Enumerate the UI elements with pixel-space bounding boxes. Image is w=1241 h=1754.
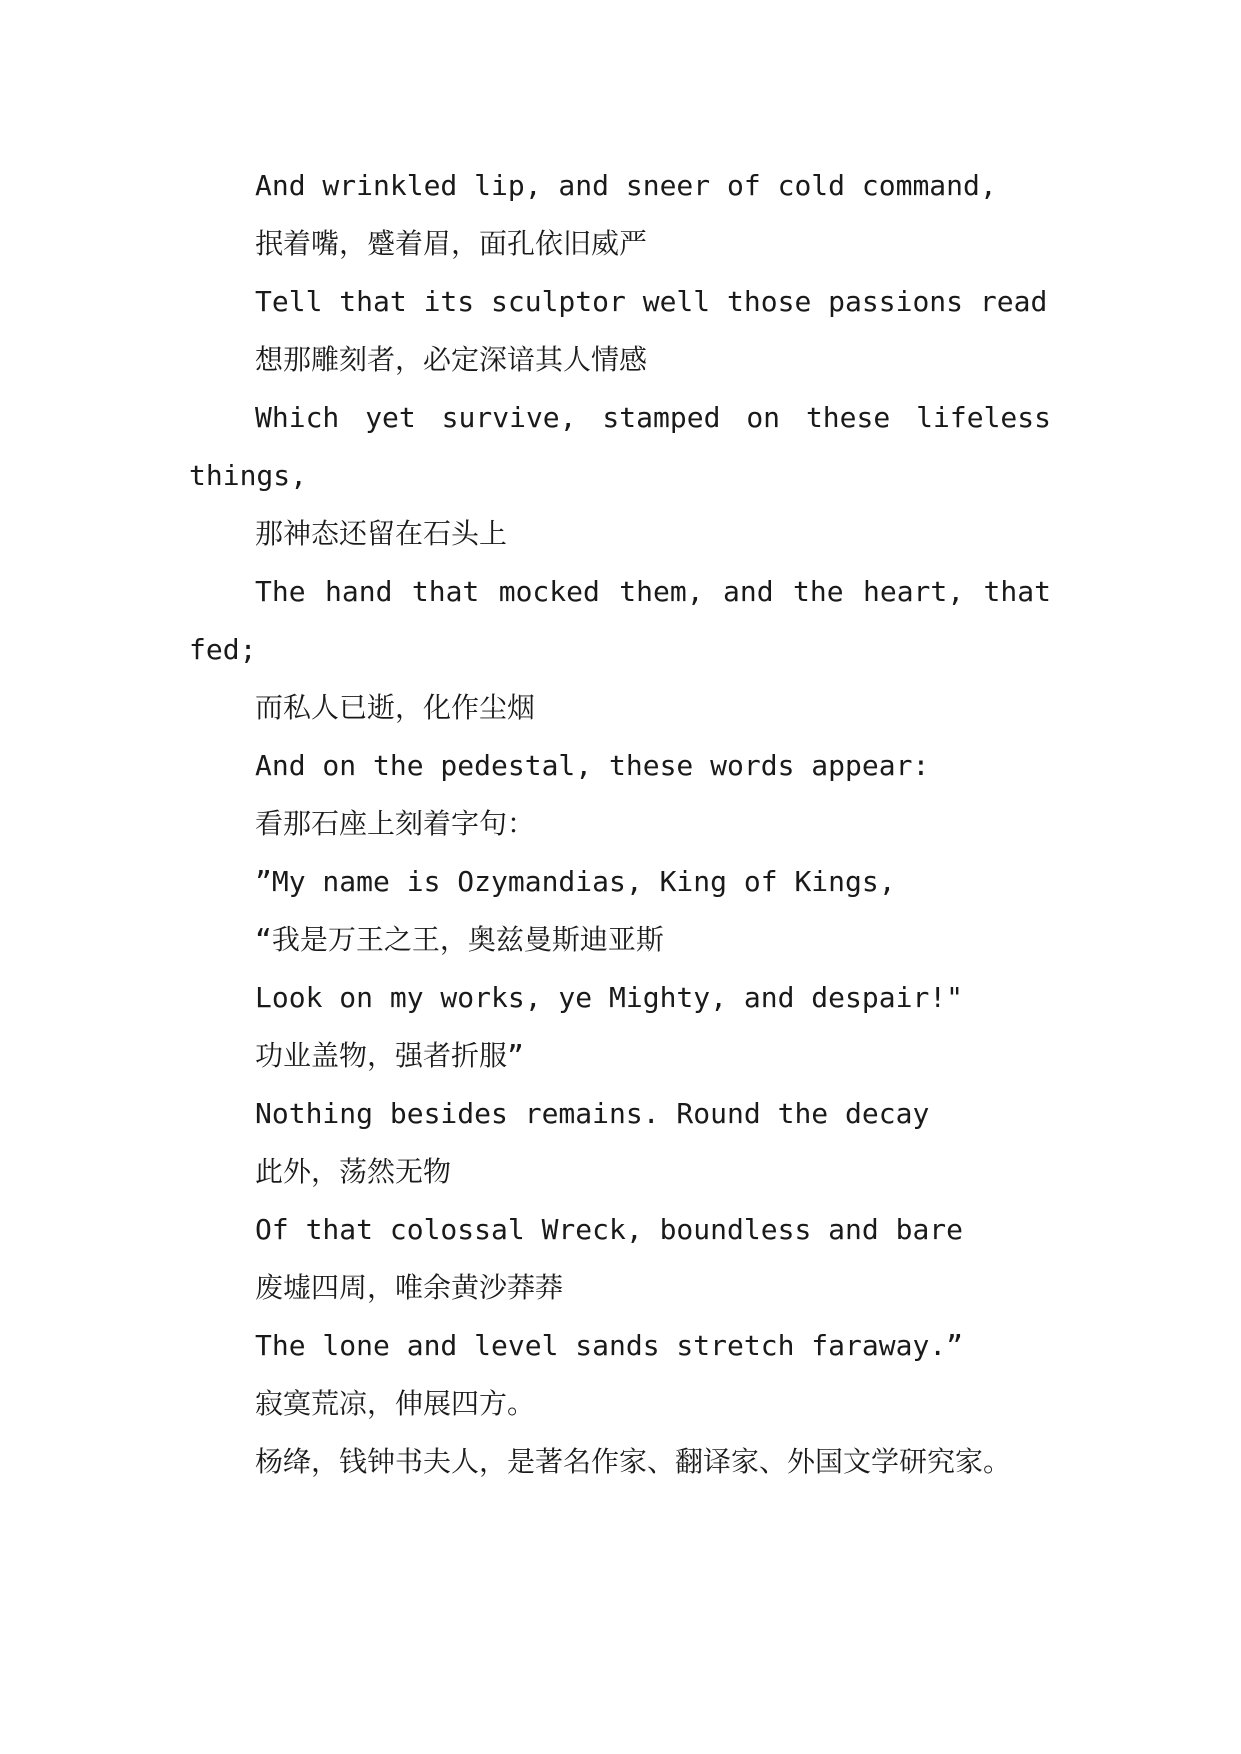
poem-line-zh: 功业盖物，强者折服” — [255, 1039, 524, 1072]
poem-line-zh: 寂寞荒凉，伸展四方。 — [255, 1387, 536, 1420]
translator-note: 杨绛，钱钟书夫人，是著名作家、翻译家、外国文学研究家。 — [255, 1445, 1012, 1478]
poem-line-zh: 那神态还留在石头上 — [255, 517, 508, 550]
poem-line-en: Tell that its sculptor well those passions read — [255, 285, 1048, 318]
poem-line-en: Nothing besides remains. Round the decay — [255, 1097, 930, 1130]
poem-line-zh: 此外，荡然无物 — [255, 1155, 452, 1188]
poem-line-en: And wrinkled lip, and sneer of cold command, — [255, 169, 997, 202]
poem-line-zh: 废墟四周，唯余黄沙莽莽 — [255, 1271, 564, 1304]
poem-line-zh: 抿着嘴，蹙着眉，面孔依旧威严 — [255, 227, 648, 260]
poem-line-zh: “我是万王之王，奥兹曼斯迪亚斯 — [255, 923, 664, 956]
poem-line-en: And on the pedestal, these words appear: — [255, 749, 930, 782]
poem-line-en: The lone and level sands stretch faraway.” — [255, 1329, 964, 1362]
poem-line-en: Which yet survive, stamped on these lifeless things, — [189, 401, 1051, 492]
poem-line-zh: 看那石座上刻着字句： — [255, 807, 536, 840]
poem-line-zh: 想那雕刻者，必定深谙其人情感 — [255, 343, 648, 376]
poem-line-en: ”My name is Ozymandias, King of Kings, — [255, 865, 896, 898]
poem-line-en: The hand that mocked them, and the heart, that fed; — [189, 575, 1051, 666]
poem-line-en: Look on my works, ye Mighty, and despair!" — [255, 981, 964, 1014]
poem-body — [189, 157, 1051, 1491]
poem-line-zh: 而私人已逝，化作尘烟 — [255, 691, 536, 724]
poem-line-en: Of that colossal Wreck, boundless and bare — [255, 1213, 964, 1246]
